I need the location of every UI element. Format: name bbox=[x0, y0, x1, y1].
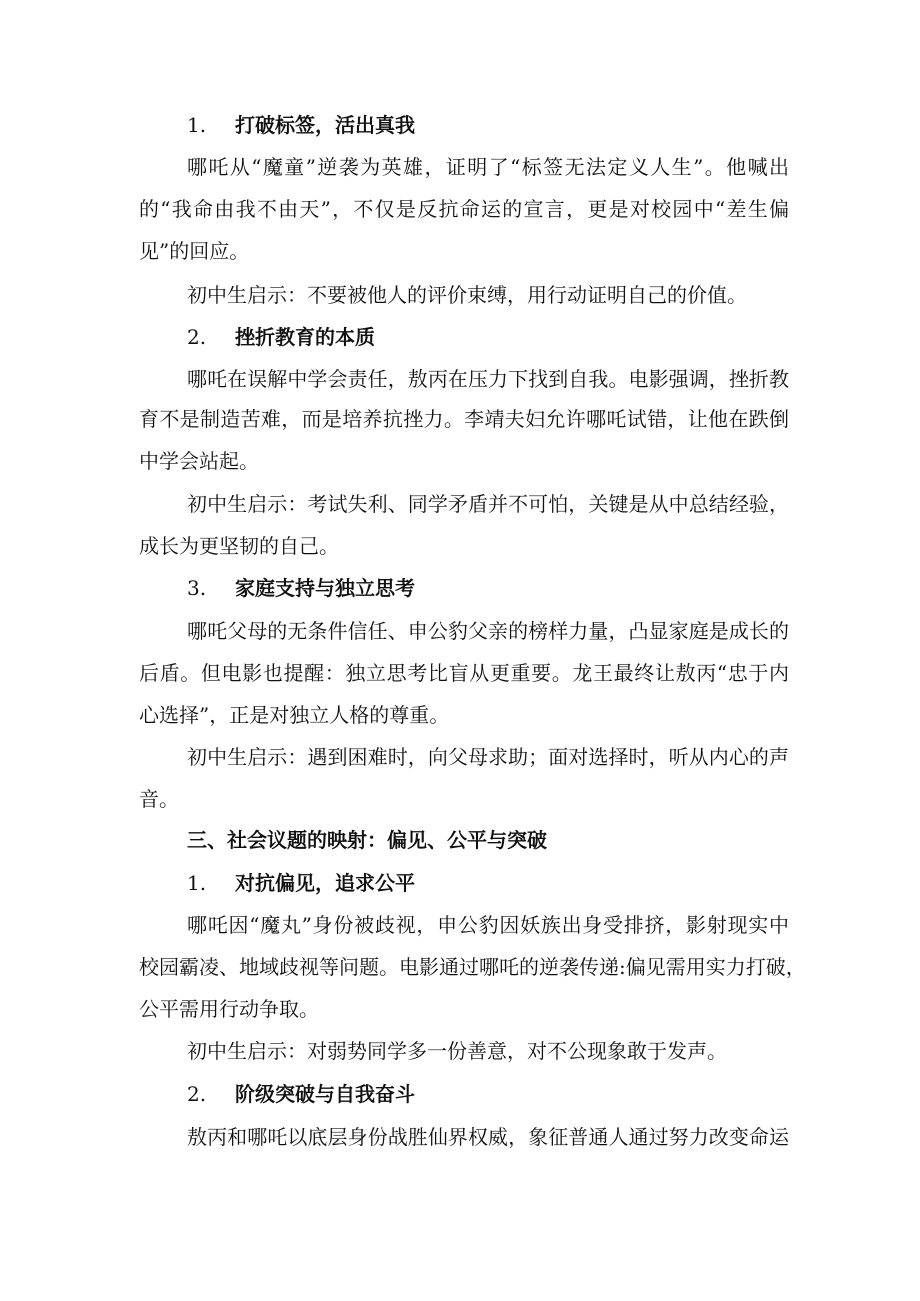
insight-line: 初中生启示：考试失利、同学矛盾并不可怕，关键是从中总结经验， bbox=[187, 492, 789, 516]
paragraph-line: 心选择”，正是对独立人格的尊重。 bbox=[139, 703, 450, 727]
section-title: 对抗偏见，追求公平 bbox=[235, 871, 415, 895]
insight-line: 初中生启示：不要被他人的评价束缚，用行动证明自己的价值。 bbox=[187, 283, 747, 307]
section-number: 1. bbox=[187, 871, 207, 895]
section-heading bbox=[187, 323, 789, 351]
paragraph-line: 后盾。但电影也提醒：独立思考比盲从更重要。龙王最终让敖丙“忠于内 bbox=[139, 661, 789, 685]
section-title: 家庭支持与独立思考 bbox=[235, 576, 415, 600]
paragraph-line: 校园霸凌、地域歧视等问题。电影通过哪吒的逆袭传递:偏见需用实力打破， bbox=[139, 955, 806, 979]
section-number: 3. bbox=[187, 576, 207, 600]
section-title: 挫折教育的本质 bbox=[235, 325, 375, 349]
paragraph-line: 中学会站起。 bbox=[139, 449, 259, 473]
section-number: 2. bbox=[187, 1082, 207, 1106]
paragraph-line: 见”的回应。 bbox=[139, 239, 250, 263]
paragraph-line: 哪吒因“魔丸”身份被歧视，申公豹因妖族出身受排挤，影射现实中 bbox=[187, 913, 789, 937]
section-heading bbox=[187, 1080, 789, 1108]
section-title: 打破标签，活出真我 bbox=[235, 113, 415, 137]
paragraph-line: 公平需用行动争取。 bbox=[139, 997, 319, 1021]
insight-line: 音。 bbox=[139, 787, 179, 811]
section-number: 2. bbox=[187, 325, 207, 349]
paragraph-line: 哪吒父母的无条件信任、申公豹父亲的榜样力量，凸显家庭是成长的 bbox=[187, 619, 789, 643]
paragraph-line: 哪吒在误解中学会责任，敖丙在压力下找到自我。电影强调，挫折教 bbox=[187, 367, 789, 391]
paragraph-line: 育不是制造苦难，而是培养抗挫力。李靖夫妇允许哪吒试错，让他在跌倒 bbox=[139, 407, 789, 431]
section-heading bbox=[187, 574, 789, 602]
insight-line: 初中生启示：遇到困难时，向父母求助；面对选择时，听从内心的声 bbox=[187, 745, 789, 769]
section-heading bbox=[187, 111, 789, 139]
section-title: 阶级突破与自我奋斗 bbox=[235, 1082, 415, 1106]
section-number: 1. bbox=[187, 113, 207, 137]
insight-line: 初中生启示：对弱势同学多一份善意，对不公现象敢于发声。 bbox=[187, 1039, 727, 1063]
chapter-heading: 三、社会议题的映射：偏见、公平与突破 bbox=[187, 828, 547, 852]
section-heading bbox=[187, 869, 789, 897]
paragraph-line: 敖丙和哪吒以底层身份战胜仙界权威，象征普通人通过努力改变命运 bbox=[187, 1125, 789, 1149]
paragraph-line: 哪吒从“魔童”逆袭为英雄，证明了“标签无法定义人生”。他喊出 bbox=[187, 155, 789, 179]
paragraph-line: 的“我命由我不由天”，不仅是反抗命运的宣言，更是对校园中“差生偏 bbox=[139, 197, 789, 221]
insight-line: 成长为更坚韧的自己。 bbox=[139, 534, 339, 558]
